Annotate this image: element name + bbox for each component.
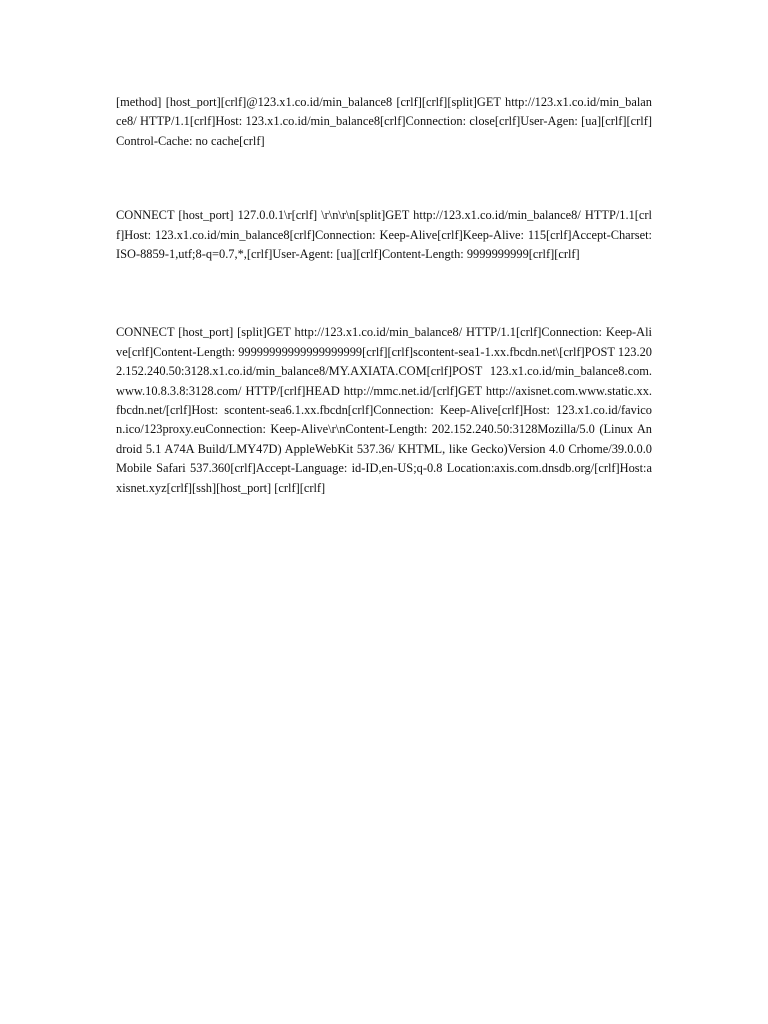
paragraph-connect-payload: CONNECT [host_port] 127.0.0.1\r[crlf] \r\n\r\n[split]GET http://123.x1.co.id/min_balance8/ HTTP/1.1[crlf]Host: 123.x1.co.id/min_balance8[crlf]Connection: Keep-Alive[crlf]Keep-Alive: 115[crlf]Accept-Charset: ISO-8859-1,utf;8-q=0.7,*,[crlf]User-Agent: [ua][crlf]Content-Length: 9999999999[crlf][crlf] (116, 208, 652, 262)
paragraph-connect-split-payload: CONNECT [host_port] [split]GET http://123.x1.co.id/min_balance8/ HTTP/1.1[crlf]Connection: Keep-Alive[crlf]Content-Length: 99999999999999999999[crlf][crlf]scontent-sea1-1.xx.fbcdn.net\[crlf]POST 123.202.152.240.50:3128.x1.co.id/min_balance8/MY.AXIATA.COM[crlf]POST 123.x1.co.id/min_balance8.com.www.10.8.3.8:3128.com/ HTTP/[crlf]HEAD http://mmc.net.id/[crlf]GET http://axisnet.com.www.static.xx.fbcdn.net/[crlf]Host: scontent-sea6.1.xx.fbcdn[crlf]Connection: Keep-Alive[crlf]Host: 123.x1.co.id/favicon.ico/123proxy.euConnection: Keep-Alive\r\nContent-Length: 202.152.240.50:3128Mozilla/5.0 (Linux Android 5.1 A74A Build/LMY47D) AppleWebKit 537.36/ KHTML, like Gecko)Version 4.0 Crhome/39.0.0.0 Mobile Safari 537.360[crlf]Accept-Language: id-ID,en-US;q-0.8 Location:axis.com.dnsdb.org/[crlf]Host:axisnet.xyz[crlf][ssh][host_port] [crlf][crlf] (116, 325, 652, 495)
paragraph-method-payload: [method] [host_port][crlf]@123.x1.co.id/min_balance8 [crlf][crlf][split]GET http://123.x1.co.id/min_balance8/ HTTP/1.1[crlf]Host: 123.x1.co.id/min_balance8[crlf]Connection: close[crlf]User-Agen: [ua][crlf][crlf]Control-Cache: no cache[crlf] (116, 95, 652, 148)
document-body (116, 93, 652, 498)
